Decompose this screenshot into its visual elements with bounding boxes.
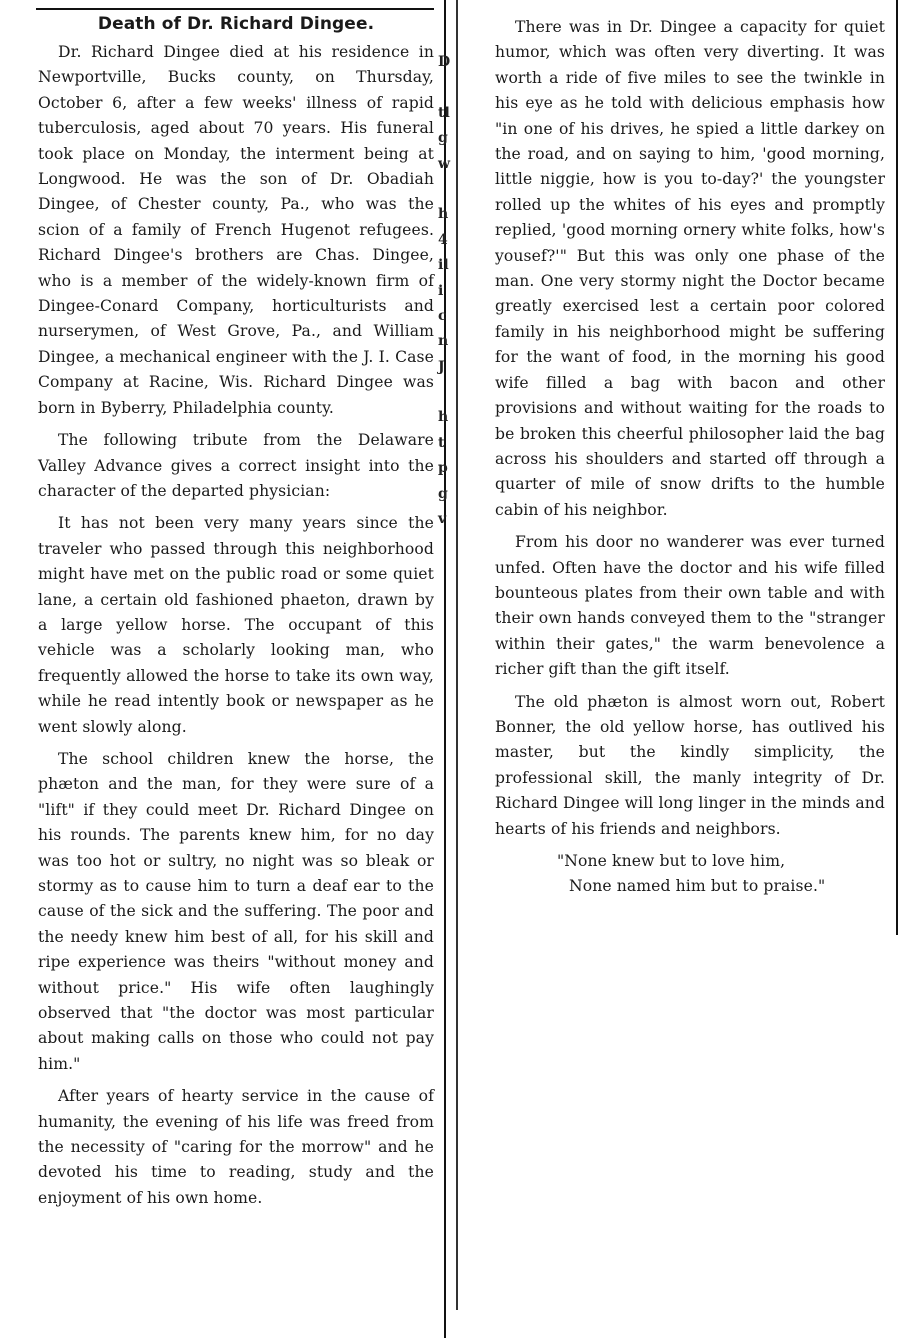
quoted-paragraph: From his door no wanderer was ever turned unfed. Often have the doctor and his wife filled bounteous plates from their own table and with their own hands conveyed them to the "stranger within their gates," the warm benevolence a richer gift than the gift itself.: [495, 533, 885, 679]
left-column: [38, 10, 434, 1218]
right-border-rule: [896, 0, 898, 935]
paragraph: The following tribute from the Delaware Valley Advance gives a correct insight into the character of the departed physician:: [38, 431, 434, 500]
fragment-text: il: [438, 257, 449, 274]
verse-line: "None knew but to love him,: [557, 852, 786, 870]
fragment-text: J: [438, 358, 445, 375]
quoted-paragraph: The school children knew the horse, the phæton and the man, for they were sure of a "lift" if they could meet Dr. Richard Dingee on his rounds. The parents knew him, for no day was too hot or sultry, no night was so bleak or stormy as to cause him to turn a deaf ear to the cause of the sick and the suffering. The poor and the needy knew him best of all, for his skill and ripe experience was theirs "without money and without price." His wife often laughingly observed that "the doctor was most particular about making calls on those who could not pay him.": [38, 749, 434, 1073]
fragment-text: [438, 75, 454, 100]
fragment-text: [438, 380, 454, 405]
fragment-text: [438, 177, 454, 202]
fragment-text: D: [438, 54, 451, 70]
paragraph: Dr. Richard Dingee died at his residence in Newportville, Bucks county, on Thursday, October 6, after a few weeks' illness of rapid tuberculosis, aged about 70 years. His funeral took place on Monday, the interment being at Longwood. He was the son of Dr. Obadiah Dingee, of Chester county, Pa., who was the scion of a family of French Hugenot refugees. Richard Dingee's brothers are Chas. Dingee, who is a member of the widely-known firm of Dingee-Conard Company, horticulturists and nurserymen, of West Grove, Pa., and William Dingee, a mechanical engineer with the J. I. Case Company at Racine, Wis. Richard Dingee was born in Byberry, Philadelphia county.: [38, 43, 434, 417]
quoted-paragraph: It has not been very many years since the traveler who passed through this neighborhood might have met on the public road or some quiet lane, a certain old fashioned phaeton, drawn by a large yellow horse. The occupant of this vehicle was a scholarly looking man, who frequently allowed the horse to take its own way, while he read intently book or newspaper as he went slowly along.: [38, 514, 434, 736]
fragment-text: w: [438, 155, 451, 172]
column-divider: [456, 0, 458, 1310]
fragment-text: g: [438, 485, 448, 502]
fragment-text: g: [438, 130, 448, 147]
fragment-text: p: [438, 460, 448, 477]
fragment-text: v: [438, 511, 447, 528]
fragment-text: tl: [438, 104, 450, 121]
article-headline: Death of Dr. Richard Dingee.: [97, 14, 375, 34]
fragment-text: i: [438, 282, 444, 299]
quoted-paragraph: There was in Dr. Dingee a capacity for quiet humor, which was often very diverting. It was worth a ride of five miles to see the twinkle in his eye as he told with delicious emphasis how "in one of his drives, he spied a little darkey on the road, and on saying to him, 'good morning, little niggie, how is you to-day?' the youngster rolled up the whites of his eyes and promptly replied, 'good morning ornery white folks, how's yousef?'" But this was only one phase of the man. One very stormy night the Doctor became greatly exercised lest a certain poor colored family in his neighborhood might be suffering for the want of food, in the morning his good wife filled a bag with bacon and other provisions and without waiting for the roads to be broken this cheerful philosopher laid the bag across his shoulders and started off through a quarter of mile of snow drifts to the humble cabin of his neighbor.: [495, 18, 885, 519]
fragment-text: h: [438, 409, 449, 426]
verse-line: None named him but to praise.": [569, 877, 826, 896]
fragment-text: h: [438, 206, 449, 223]
adjacent-column-fragments: [438, 50, 454, 532]
fragment-text: 4: [438, 231, 448, 248]
closing-verse: [495, 849, 885, 900]
fragment-text: c: [438, 307, 447, 324]
fragment-text: n: [438, 333, 449, 350]
fragment-text: t: [438, 434, 445, 451]
quoted-paragraph: The old phæton is almost worn out, Robert Bonner, the old yellow horse, has outlived his master, but the kindly simplicity, the professional skill, the manly integrity of Dr. Richard Dingee will long linger in the minds and hearts of his friends and neighbors.: [495, 692, 885, 838]
right-column: [495, 15, 885, 900]
quoted-paragraph: After years of hearty service in the cause of humanity, the evening of his life was freed from the necessity of "caring for the morrow" and he devoted his time to reading, study and the enjoyment of his own home.: [38, 1087, 434, 1207]
